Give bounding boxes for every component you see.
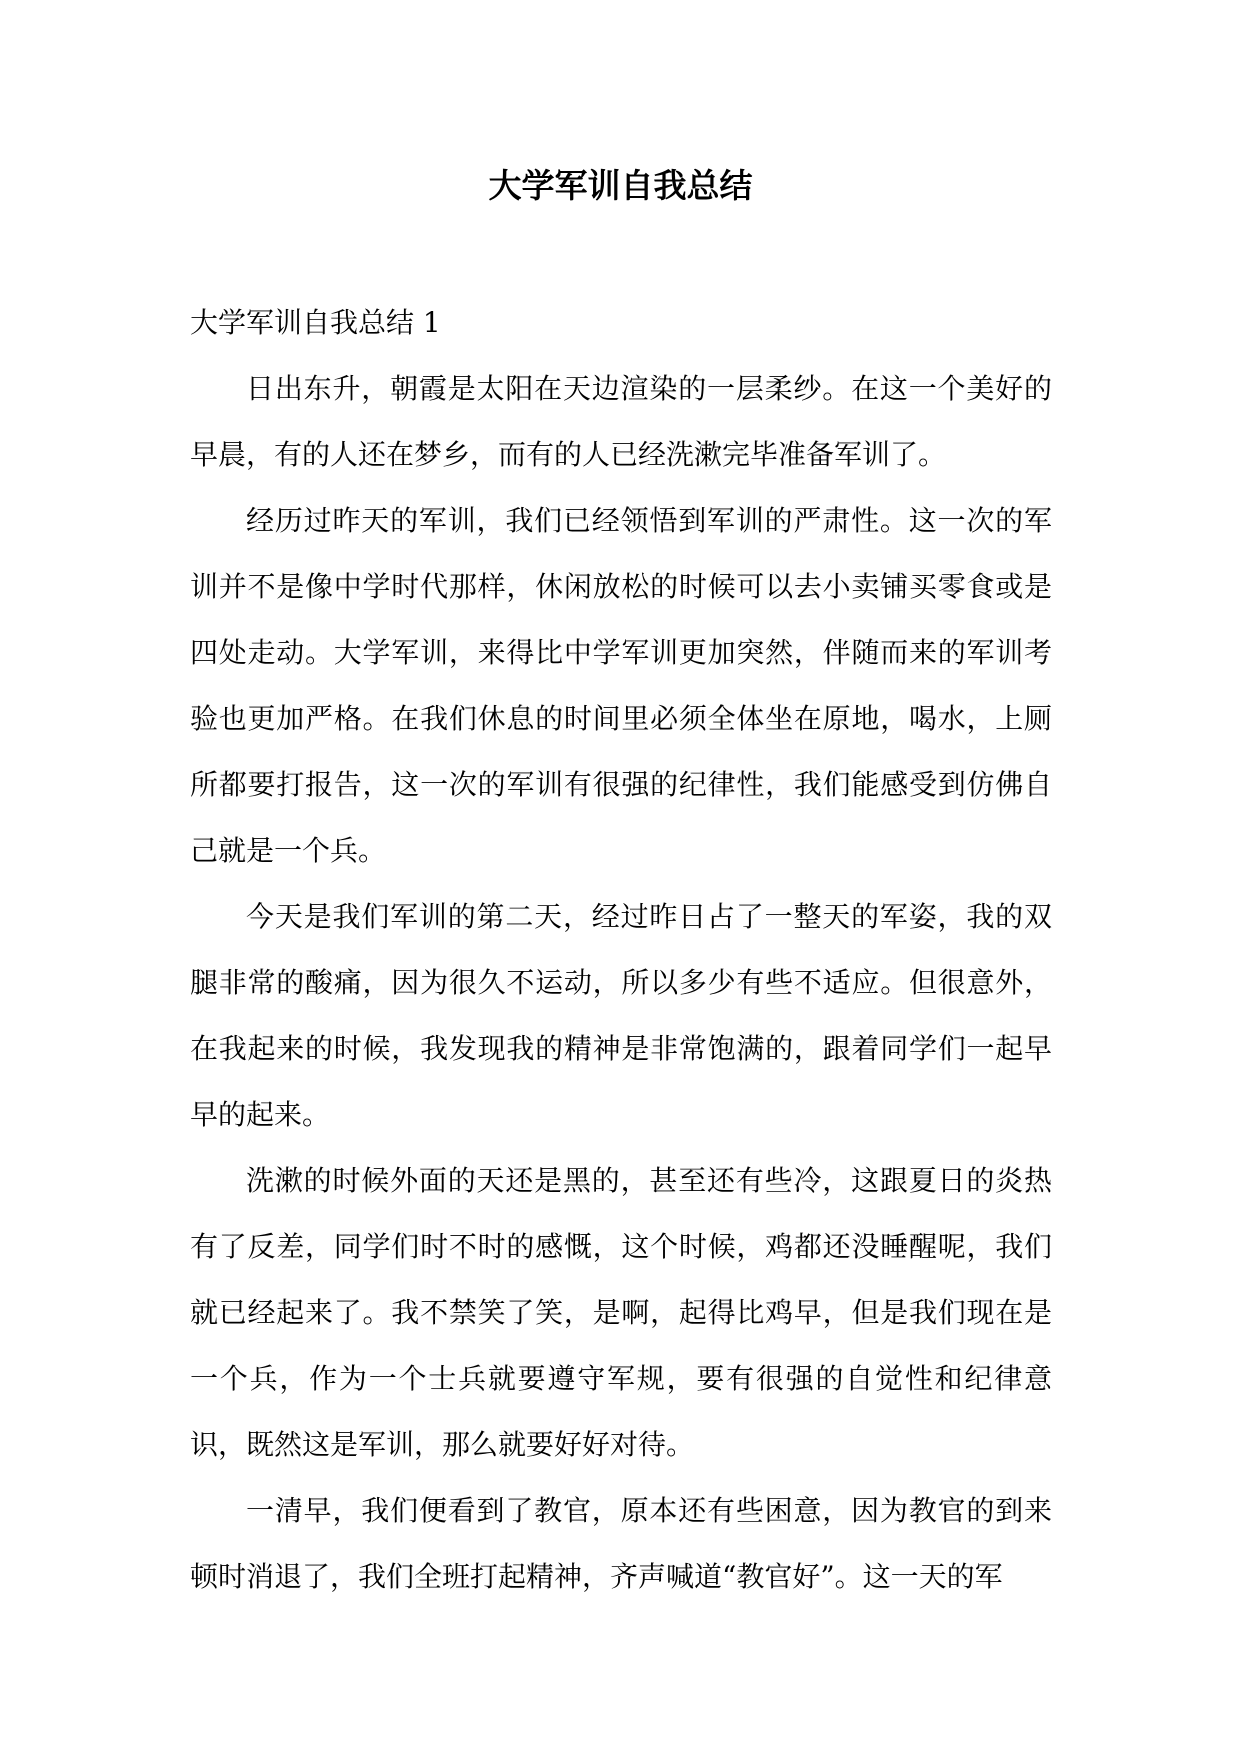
section-heading: 大学军训自我总结 1 (190, 306, 441, 339)
paragraph: 今天是我们军训的第二天，经过昨日占了一整天的军姿，我的双腿非常的酸痛，因为很久不运动，所以多少有些不适应。但很意外，在我起来的时候，我发现我的精神是非常饱满的，跟着同学们一起早早的起来。 (190, 900, 1052, 1131)
paragraph: 经历过昨天的军训，我们已经领悟到军训的严肃性。这一次的军训并不是像中学时代那样，休闲放松的时候可以去小卖铺买零食或是四处走动。大学军训，来得比中学军训更加突然，伴随而来的军训考验也更加严格。在我们休息的时间里必须全体坐在原地，喝水，上厕所都要打报告，这一次的军训有很强的纪律性，我们能感受到仿佛自己就是一个兵。 (190, 504, 1052, 867)
paragraph: 一清早，我们便看到了教官，原本还有些困意，因为教官的到来顿时消退了，我们全班打起精神，齐声喊道“教官好”。这一天的军 (190, 1494, 1052, 1593)
paragraph: 洗漱的时候外面的天还是黑的，甚至还有些冷，这跟夏日的炎热有了反差，同学们时不时的感慨，这个时候，鸡都还没睡醒呢，我们就已经起来了。我不禁笑了笑，是啊，起得比鸡早，但是我们现在是一个兵，作为一个士兵就要遵守军规，要有很强的自觉性和纪律意识，既然这是军训，那么就要好好对待。 (190, 1164, 1052, 1461)
document-body (190, 290, 1052, 1610)
paragraph: 日出东升，朝霞是太阳在天边渲染的一层柔纱。在这一个美好的早晨，有的人还在梦乡，而有的人已经洗漱完毕准备军训了。 (190, 372, 1052, 471)
document-title: 大学军训自我总结 (488, 166, 753, 205)
